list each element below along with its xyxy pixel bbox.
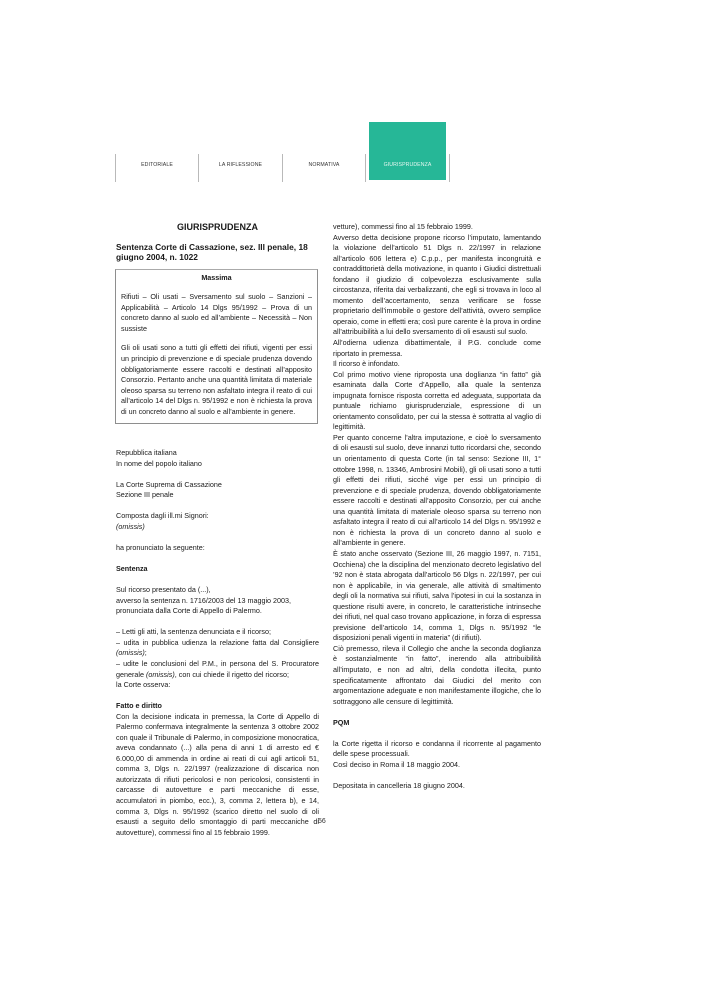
visti-text: – udite le conclusioni del P.M., in persona del S. Procuratore generale <box>116 658 319 679</box>
tab-editoriale[interactable] <box>116 122 198 180</box>
pqm-paragraph-2: Così deciso in Roma il 18 maggio 2004. <box>333 759 461 769</box>
deposit-line: Depositata in cancelleria 18 giugno 2004. <box>333 780 465 790</box>
visti-item-1: – Letti gli atti, la sentenza denunciata e il ricorso; <box>116 627 272 637</box>
tab-la-riflessione[interactable] <box>199 122 282 180</box>
section-nav <box>115 122 450 180</box>
visti-text: , con cui chiede il rigetto del ricorso; <box>174 669 289 679</box>
republic-line: Repubblica italiana <box>116 448 177 458</box>
court-line: La Corte Suprema di Cassazione <box>116 479 222 489</box>
fatto-paragraph-6: Per quanto concerne l’altra imputazione, e cioè lo sversamento di oli esausti sul suolo, deve innanzi tutto ricordarsi che, secondo un orientamento di questa Corte (in tal senso: Sezione III, 1° ottobre 1998, n. 13346, Ambrosini Mobili), gli oli usati sono a tutti gli effetti dei rifiuti, sicché vige per essi un principio di prevenzione e di speciale prudenza, dovendo obbligatoriamente essere raccolti e destinati all’apposito Consorzio, per cui anche una quantità limitata di materiale oleoso sparsa su terreno non asfaltato integra il reato di cui all’articolo 14 del Dlgs n. 95/1992 e non è richiesta la prova di un concreto danno al suolo e all’ambiente in genere. <box>333 432 541 548</box>
tab-label: NORMATIVA <box>308 162 340 168</box>
ricorso-line-2: avverso la sentenza n. 1716/2003 del 13 maggio 2003, <box>116 595 292 605</box>
massima-keywords: Rifiuti – Oli usati – Sversamento sul suolo – Sanzioni – Applicabilità – Articolo 14 Dlgs 95/1992 – Prova di un concreto danno al suolo ed all’ambiente – Necessità – Non sussiste <box>121 292 312 333</box>
nav-divider <box>365 154 366 182</box>
visti-item-2 <box>116 638 319 659</box>
visti-item-3 <box>116 659 319 680</box>
massima-title: Massima <box>201 272 232 282</box>
fatto-paragraph-7: È stato anche osservato (Sezione III, 26 maggio 1997, n. 7151, Occhiena) che la disciplina del menzionato decreto legislativo del ’92 non è stata abrogata dall’articolo 56 Dlgs n. 22/1997, per cui non è applicabile, in via generale, alle attività di smaltimento degli oli la normativa sui rifiuti, salva l’ipotesi in cui la sostanza in questione risulti avere, in concreto, le caratteristiche intrinseche dei rifiuti, nel qual caso trovano applicazione, in forza di espressa previsione dell’articolo 14, comma 1, Dlgs n. 95/1992 “le disposizioni penali vigenti in materia” (di rifiuti). <box>333 548 541 643</box>
page-number: 56 <box>318 818 326 825</box>
massima-box <box>115 269 318 425</box>
pronounced-line: ha pronunciato la seguente: <box>116 543 205 553</box>
ricorso-line-1: Sul ricorso presentato da (...), <box>116 585 211 595</box>
document-title: Sentenza Corte di Cassazione, sez. III penale, 18 giugno 2004, n. 1022 <box>116 241 308 263</box>
fatto-paragraph-2: Avverso detta decisione propone ricorso l’imputato, lamentando la violazione dell’articolo 51 Dlgs n. 22/1997 in relazione all’articolo 606 lettera e) C.p.p., per manifesta incongruità e contraddittorietà della motivazione, in quanto i Giudici distrettuali fondano il giudizio di colpevolezza esclusivamente sulla circostanza, riferita dai verbalizzanti, che egli si trovava in loco al momento dell’accertamento, senza verificare se fosse proprietario dell’immobile o gestore dell’attività, ovvero semplice operaio, come in effetti era; così pure carente è la prova in ordine all’attribuibilità a lui dello sversamento di oli esausti sul suolo. <box>333 232 541 337</box>
tab-normativa[interactable] <box>283 122 365 180</box>
tab-giurisprudenza[interactable] <box>369 122 446 180</box>
pqm-heading: PQM <box>333 717 350 727</box>
fatto-paragraph-1-continued <box>333 222 541 233</box>
sentenza-heading: Sentenza <box>116 564 148 574</box>
people-line: In nome del popolo italiano <box>116 458 202 468</box>
tab-label: LA RIFLESSIONE <box>218 162 263 168</box>
fatto-paragraph-8: Ciò premesso, rileva il Collegio che anche la seconda doglianza è sostanzialmente “in fatto”, inerendo alla attribuibilità all’imputato, e non ad altri, della condotta illecita, punto specificatamente affrontato dai Giudici del merito con argomentazione adeguate e non manifestamente illogiche, che lo sottraggono alle censure di legittimità. <box>333 643 541 706</box>
omissis-text: (omissis) <box>116 648 145 658</box>
visti-text: – udita in pubblica udienza la relazione fatta dal Consigliere <box>116 637 319 647</box>
tab-label: GIURISPRUDENZA <box>383 162 432 168</box>
fatto-paragraph-3: All’odierna udienza dibattimentale, il P.G. conclude come riportato in premessa. <box>333 338 541 358</box>
nav-divider <box>449 154 450 182</box>
fatto-paragraph-5: Col primo motivo viene riproposta una doglianza “in fatto” già esaminata dalla Corte d’Appello, alla quale la sentenza impugnata fornisce risposta corretta ed adeguata, supportata da puntuale richiamo giurisprudenziale, espressione di un orientamento consolidato, per cui la stessa è sottratta al vaglio di legittimità. <box>333 369 541 432</box>
massima-text: Gli oli usati sono a tutti gli effetti dei rifiuti, vigenti per essi un principio di prevenzione e di speciale prudenza dovendo obbligatoriamente essere raccolti e destinati all’apposito Consorzio. Pertanto anche una quantità limitata di materiale oleoso sparsa su terreno non asfaltato integra il reato di cui all’articolo 14 del Dlgs n. 95/1992 e non è richiesta la prova di un concreto danno al suolo e all’ambiente in genere. <box>121 343 312 416</box>
fatto-paragraph-1: Con la decisione indicata in premessa, la Corte di Appello di Palermo confermava integralmente la sentenza 3 ottobre 2002 con quale il Tribunale di Palermo, in composizione monocratica, aveva condannato (...) alla pena di anni 1 di arresto ed € 6.000,00 di ammenda in ordine ai reati di cui agli articoli 51, comma 3, Dlgs n. 22/1997 (realizzazione di discarica non autorizzata di rifiuti pericolosi e non pericolosi, consistenti in carcasse di autovetture e parti meccaniche di esse, accumulatori in piombo, ecc.), 3, comma 2, lettera b), e 14, comma 3, Dlgs n. 95/1992 (scarico diretto nel suolo di oli esausti a seguito dello smontaggio di parti meccaniche di autovetture), commessi fino al 15 febbraio 1999. <box>116 711 319 837</box>
tab-label: EDITORIALE <box>141 162 173 168</box>
fatto-paragraph-4: Il ricorso è infondato. <box>333 359 400 369</box>
omissis-text: (omissis) <box>145 669 175 679</box>
visti-closing: la Corte osserva: <box>116 680 171 690</box>
omissis-line: (omissis) <box>116 522 145 532</box>
section-title: GIURISPRUDENZA <box>176 222 258 232</box>
visti-text: ; <box>144 648 147 658</box>
left-column <box>116 222 319 837</box>
fatto-continuation: vetture), commessi fino al 15 febbraio 1999. <box>333 222 473 231</box>
section-line: Sezione III penale <box>116 490 174 500</box>
composed-line: Composta dagli ill.mi Signori: <box>116 511 209 521</box>
fatto-heading: Fatto e diritto <box>116 701 162 711</box>
ricorso-line-3: pronunciata dalla Corte di Appello di Palermo. <box>116 606 262 616</box>
pqm-paragraph-1: la Corte rigetta il ricorso e condanna il ricorrente al pagamento delle spese processuali. <box>333 738 541 759</box>
right-column <box>333 222 541 791</box>
